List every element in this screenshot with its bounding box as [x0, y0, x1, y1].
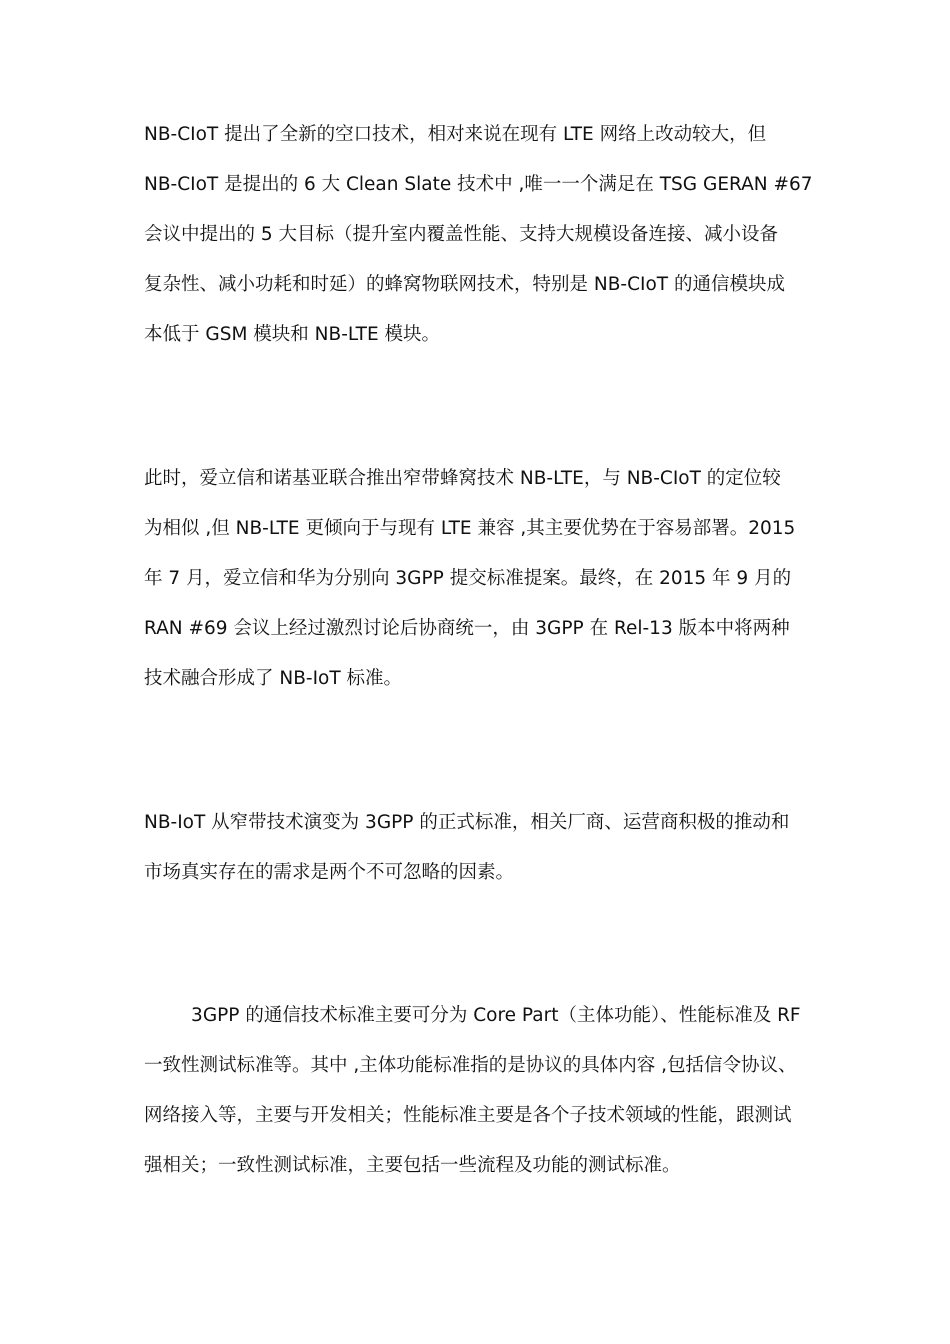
text-line: NB-CIoT 是提出的 6 大 Clean Slate 技术中 ,唯一一个满足在 TSG GERAN #67	[144, 174, 813, 195]
text-line: 技术融合形成了 NB-IoT 标准。	[144, 668, 403, 689]
text-line: 本低于 GSM 模块和 NB-LTE 模块。	[144, 324, 441, 345]
text-line: RAN #69 会议上经过激烈讨论后协商统一，由 3GPP 在 Rel-13 版本中将两种	[144, 618, 790, 639]
paragraph-nb-iot-standard	[144, 798, 814, 898]
paragraph-nb-lte	[144, 454, 814, 704]
text-line: NB-IoT 从窄带技术演变为 3GPP 的正式标准，相关厂商、运营商积极的推动和	[144, 812, 790, 833]
text-line: 年 7 月，爱立信和华为分别向 3GPP 提交标准提案。最终，在 2015 年 9 月的	[144, 568, 792, 589]
text-line: 一致性测试标准等。其中 ,主体功能标准指的是协议的具体内容 ,包括信令协议、	[144, 1055, 797, 1076]
text-line: 为相似 ,但 NB-LTE 更倾向于与现有 LTE 兼容 ,其主要优势在于容易部署。2015	[144, 518, 796, 539]
paragraph-3gpp-standards	[144, 991, 814, 1191]
text-line: 网络接入等，主要与开发相关；性能标准主要是各个子技术领域的性能，跟测试	[144, 1105, 792, 1126]
text-line: 市场真实存在的需求是两个不可忽略的因素。	[144, 862, 515, 883]
text-line: 强相关；一致性测试标准，主要包括一些流程及功能的测试标准。	[144, 1155, 681, 1176]
text-line: 会议中提出的 5 大目标（提升室内覆盖性能、支持大规模设备连接、减小设备	[144, 224, 779, 245]
paragraph-nb-ciot	[144, 110, 814, 360]
text-line: 复杂性、减小功耗和时延）的蜂窝物联网技术，特别是 NB-CIoT 的通信模块成	[144, 274, 785, 295]
text-line: 3GPP 的通信技术标准主要可分为 Core Part（主体功能）、性能标准及 RF	[144, 1005, 801, 1026]
text-line: 此时，爱立信和诺基亚联合推出窄带蜂窝技术 NB-LTE，与 NB-CIoT 的定位较	[144, 468, 781, 489]
text-line: NB-CIoT 提出了全新的空口技术，相对来说在现有 LTE 网络上改动较大，但	[144, 124, 767, 145]
